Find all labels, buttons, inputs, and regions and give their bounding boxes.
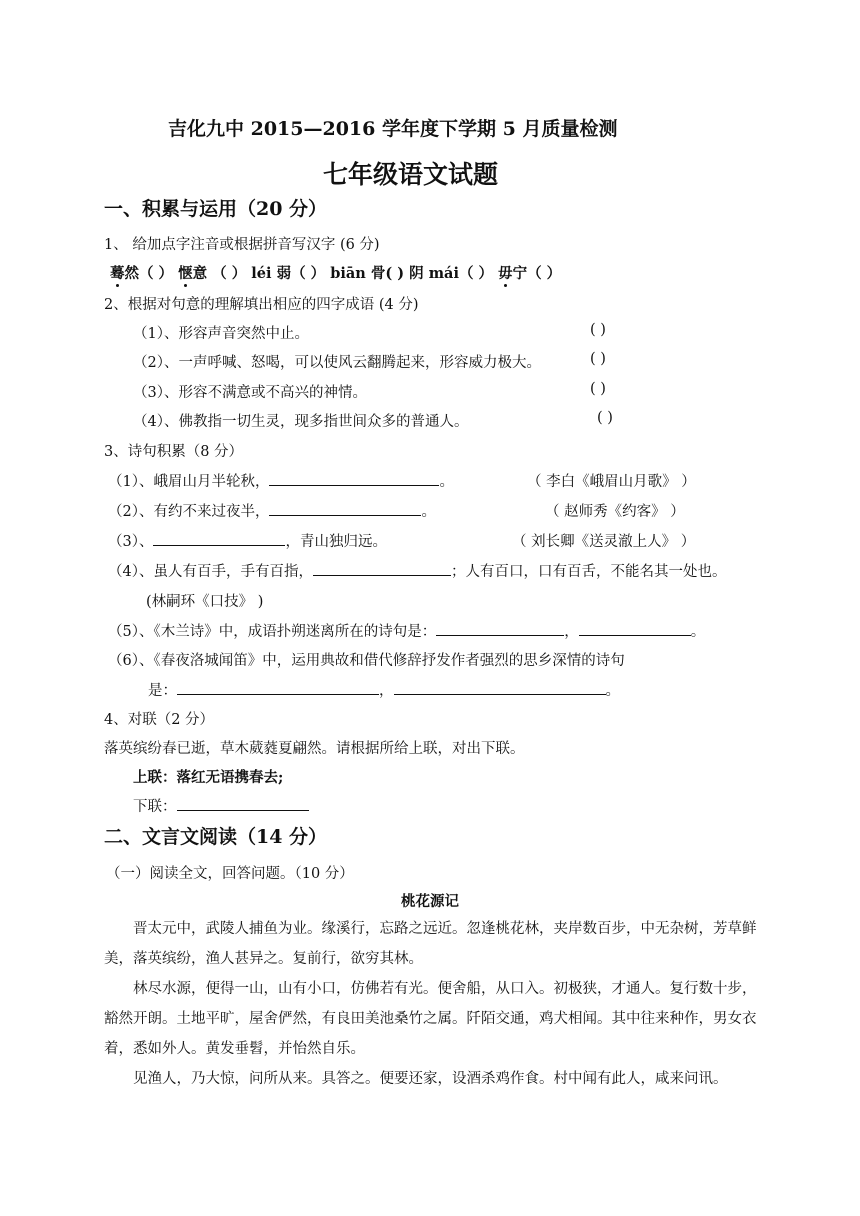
q3-line-1: （1）、峨眉山月半轮秋， 。 — [108, 470, 454, 491]
q3-source-2: （ 赵师秀《约客》 ） — [545, 504, 685, 520]
q3-line-2: （2）、有约不来过夜半， 。 — [108, 500, 436, 521]
q4-lower-couplet: 下联： — [133, 795, 309, 816]
q3-line-6: （6）、《春夜洛城闻笛》中，运用典故和借代修辞抒发作者强烈的思乡深情的诗句 — [108, 653, 625, 669]
q3-source-4: (林嗣环《口技》 ) — [146, 594, 264, 610]
q1-items — [110, 262, 561, 283]
q1-item-3: léi 弱（ ） — [251, 265, 326, 282]
section2-sub: （一）阅读全文，回答问题。（10 分） — [106, 866, 354, 882]
answer-blank[interactable] — [177, 796, 309, 811]
answer-blank[interactable] — [177, 680, 379, 695]
q2-answer-2[interactable]: ( ) — [590, 351, 606, 367]
q1-item-5: 阴 mái（ ） — [409, 265, 494, 282]
answer-blank[interactable] — [269, 471, 439, 486]
q2-item-2: （2）、一声呼喊、怒喝，可以使风云翻腾起来，形容威力极大。 — [133, 355, 541, 371]
q1-item-2: 惬意 （ ） — [178, 265, 246, 282]
q3-line-5: （5）、《木兰诗》中，成语扑朔迷离所在的诗句是： ， 。 — [108, 620, 705, 641]
answer-blank[interactable] — [394, 680, 606, 695]
q2-item-1: （1）、形容声音突然中止。 — [133, 326, 309, 342]
q2-prompt: 2、根据对句意的理解填出相应的四字成语 (4 分) — [104, 297, 419, 313]
q1-item-6: 毋宁（ ） — [498, 265, 561, 282]
answer-blank[interactable] — [153, 531, 285, 546]
q4-prompt: 4、对联（2 分） — [104, 712, 215, 728]
q3-source-1: （ 李白《峨眉山月歌》 ） — [527, 474, 696, 490]
q2-answer-3[interactable]: ( ) — [590, 381, 606, 397]
article-paragraph-2: 林尽水源，便得一山，山有小口，仿佛若有光。便舍船，从口入。初极狭，才通人。复行数十步，豁然开朗。土地平旷，屋舍俨然，有良田美池桑竹之属。阡陌交通，鸡犬相闻。其中往来种作，男女衣着，悉如外人。黄发垂髫，并怡然自乐。 — [104, 981, 757, 1057]
q3-line-3: （3）、 ，青山独归远。 — [108, 530, 387, 551]
q2-answer-1[interactable]: ( ) — [590, 322, 606, 338]
q4-desc: 落英缤纷春已逝，草木葳蕤夏翩然。请根据所给上联，对出下联。 — [104, 741, 525, 757]
exam-title: 七年级语文试题 — [323, 160, 499, 189]
q3-line-4: （4）、虽人有百手，手有百指， ；人有百口，口有百舌，不能名其一处也。 — [108, 560, 726, 581]
q3-line-6b: 是： ， 。 — [148, 679, 620, 700]
answer-blank[interactable] — [269, 501, 421, 516]
dotted-char: 毋 — [498, 262, 513, 283]
dotted-char: 惬 — [178, 262, 193, 283]
school-title: 吉化九中 2015—2016 学年度下学期 5 月质量检测 — [168, 118, 618, 140]
q2-item-3: （3）、形容不满意或不高兴的神情。 — [133, 385, 367, 401]
q3-prompt: 3、诗句积累（8 分） — [104, 444, 244, 460]
article-paragraph-3: 见渔人，乃大惊，问所从来。具答之。便要还家，设酒杀鸡作食。村中闻有此人，咸来问讯。 — [133, 1071, 728, 1087]
article-title: 桃花源记 — [401, 893, 459, 910]
q1-item-4: biān 骨( ) — [330, 265, 405, 282]
section1-heading: 一、积累与运用（20 分） — [104, 198, 328, 220]
q1-prompt: 1、 给加点字注音或根据拼音写汉字 (6 分) — [104, 237, 380, 253]
answer-blank[interactable] — [436, 621, 564, 636]
q2-item-4: （4）、佛教指一切生灵，现多指世间众多的普通人。 — [133, 414, 469, 430]
answer-blank[interactable] — [313, 561, 451, 576]
section2-heading: 二、文言文阅读（14 分） — [104, 826, 328, 848]
q4-upper-couplet: 上联：落红无语携春去; — [133, 769, 284, 786]
q1-item-1: 蓦然（ ） — [110, 265, 173, 282]
answer-blank[interactable] — [579, 621, 691, 636]
q3-source-3: （ 刘长卿《送灵澈上人》 ） — [512, 534, 696, 550]
dotted-char: 蓦 — [110, 262, 125, 283]
q2-answer-4[interactable]: ( ) — [597, 410, 613, 426]
article-paragraph-1: 晋太元中，武陵人捕鱼为业。缘溪行，忘路之远近。忽逢桃花林，夹岸数百步，中无杂树，芳草鲜美，落英缤纷，渔人甚异之。复前行，欲穷其林。 — [104, 921, 757, 967]
